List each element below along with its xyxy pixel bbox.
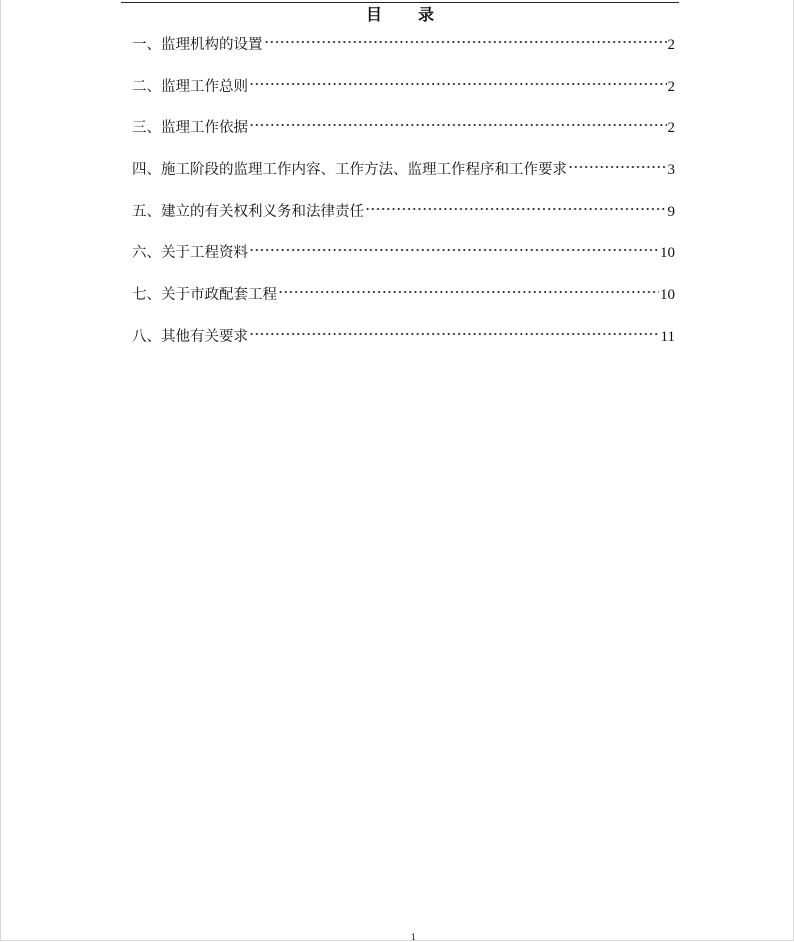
toc-entry-5[interactable] <box>132 200 675 242</box>
toc-entry-label: 四、施工阶段的监理工作内容、工作方法、监理工作程序和工作要求 <box>132 162 567 179</box>
toc-entry-label: 二、监理工作总则 <box>132 78 248 95</box>
dot-leader <box>568 164 667 170</box>
toc-entry-page: 2 <box>667 37 675 53</box>
toc-entry-7[interactable] <box>132 283 675 325</box>
toc-entry-page: 10 <box>660 287 675 304</box>
toc-entry-page: 2 <box>667 120 675 137</box>
header-rule <box>121 2 679 3</box>
toc-entry-label: 七、关于市政配套工程 <box>132 287 277 304</box>
toc-entry-2[interactable] <box>132 75 675 117</box>
toc-entry-label: 八、其他有关要求 <box>132 328 248 345</box>
dot-leader <box>249 331 660 337</box>
toc-entry-page: 9 <box>667 203 675 220</box>
table-of-contents <box>132 33 675 367</box>
dot-leader <box>264 39 667 45</box>
toc-entry-label: 五、建立的有关权利义务和法律责任 <box>132 203 364 220</box>
toc-entry-label: 三、监理工作依据 <box>132 120 248 137</box>
toc-entry-1[interactable] <box>132 33 675 75</box>
toc-entry-page: 11 <box>660 328 675 345</box>
toc-entry-4[interactable] <box>132 158 675 200</box>
dot-leader <box>365 206 667 212</box>
toc-entry-6[interactable] <box>132 241 675 283</box>
dot-leader <box>249 81 667 87</box>
dot-leader <box>249 247 659 253</box>
toc-entry-page: 2 <box>667 78 675 95</box>
toc-title-char-2: 录 <box>418 5 435 24</box>
toc-entry-page: 3 <box>667 162 675 179</box>
toc-title-char-1: 目 <box>365 5 382 24</box>
dot-leader <box>278 289 659 295</box>
toc-title <box>121 5 679 25</box>
footer-page-number: 1 <box>411 933 417 942</box>
toc-entry-8[interactable] <box>132 325 675 367</box>
toc-entry-page: 10 <box>660 245 675 262</box>
toc-entry-3[interactable] <box>132 116 675 158</box>
toc-entry-label: 一、监理机构的设置 <box>132 37 263 53</box>
dot-leader <box>249 122 667 128</box>
toc-entry-label: 六、关于工程资料 <box>132 245 248 262</box>
